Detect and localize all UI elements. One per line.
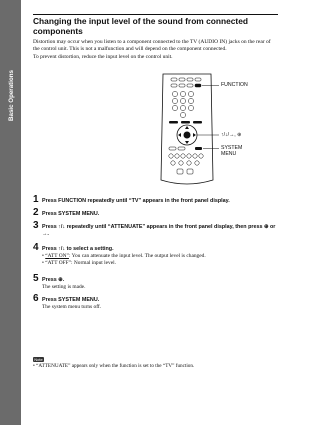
step-6 — [33, 293, 278, 311]
remote-label-system: SYSTEM — [221, 145, 243, 151]
step-4-bullet-1-text: : You can attenuate the input level. The output level is changed. — [68, 253, 206, 259]
intro-paragraph-1: Distortion may occur when you listen to a component connected to the TV (AUDIO IN) jacks on the rear of the control unit. This is not a malfunction and will depend on the component connected. — [33, 39, 271, 53]
remote-label-system-menu — [221, 145, 242, 157]
sidebar-label: Basic Operations — [7, 69, 15, 121]
intro-text — [33, 39, 278, 61]
remote-label-function: FUNCTION — [221, 82, 248, 88]
sidebar-label-container — [3, 58, 19, 132]
step-4-bullet-1: • “ATT ON”: You can attenuate the input level. The output level is changed. — [42, 253, 206, 259]
remote-control-icon — [151, 70, 281, 190]
step-6-number: 6 — [33, 293, 39, 304]
note-badge: Note — [34, 357, 43, 362]
step-3-number: 3 — [33, 220, 39, 231]
section-sidebar — [0, 0, 21, 425]
step-1 — [33, 194, 278, 205]
att-on-link: “ATT ON” — [45, 253, 69, 259]
note-body: “ATTENUATE” appears only when the function is set to the “TV” function. — [36, 363, 195, 369]
remote-label-arrows: ↑/↓/→, ⊕ — [221, 132, 242, 138]
step-4-bullet-2-text: “ATT OFF”: Normal input level. — [45, 260, 116, 266]
step-5-number: 5 — [33, 273, 39, 284]
step-4 — [33, 242, 278, 267]
remote-label-menu: MENU — [221, 151, 237, 157]
step-5-sub: The setting is made. — [42, 284, 86, 290]
step-4-bullet-2: • “ATT OFF”: Normal input level. — [42, 260, 116, 266]
remote-illustration — [151, 70, 281, 190]
step-4-number: 4 — [33, 242, 39, 253]
note-text: • “ATTENUATE” appears only when the function is set to the “TV” function. — [33, 363, 195, 369]
step-1-number: 1 — [33, 194, 39, 205]
step-1-text: Press FUNCTION repeatedly until “TV” appears in the front panel display. — [42, 198, 230, 204]
step-3-text: Press ↑/↓ repeatedly until “ATTENUATE” appears in the front panel display, then press ⊕ or →. — [42, 224, 276, 237]
step-6-text: Press SYSTEM MENU. — [42, 297, 100, 303]
step-4-text: Press ↑/↓ to select a setting. — [42, 246, 114, 252]
step-6-sub: The system menu turns off. — [42, 304, 102, 310]
page-title: Changing the input level of the sound from connected components — [33, 14, 278, 36]
step-5 — [33, 273, 278, 291]
step-3 — [33, 220, 278, 238]
step-5-text: Press ⊕. — [42, 277, 65, 283]
intro-paragraph-2: To prevent distortion, reduce the input level on the control unit. — [33, 53, 173, 60]
step-2-number: 2 — [33, 207, 39, 218]
step-2 — [33, 207, 278, 218]
step-2-text: Press SYSTEM MENU. — [42, 211, 100, 217]
